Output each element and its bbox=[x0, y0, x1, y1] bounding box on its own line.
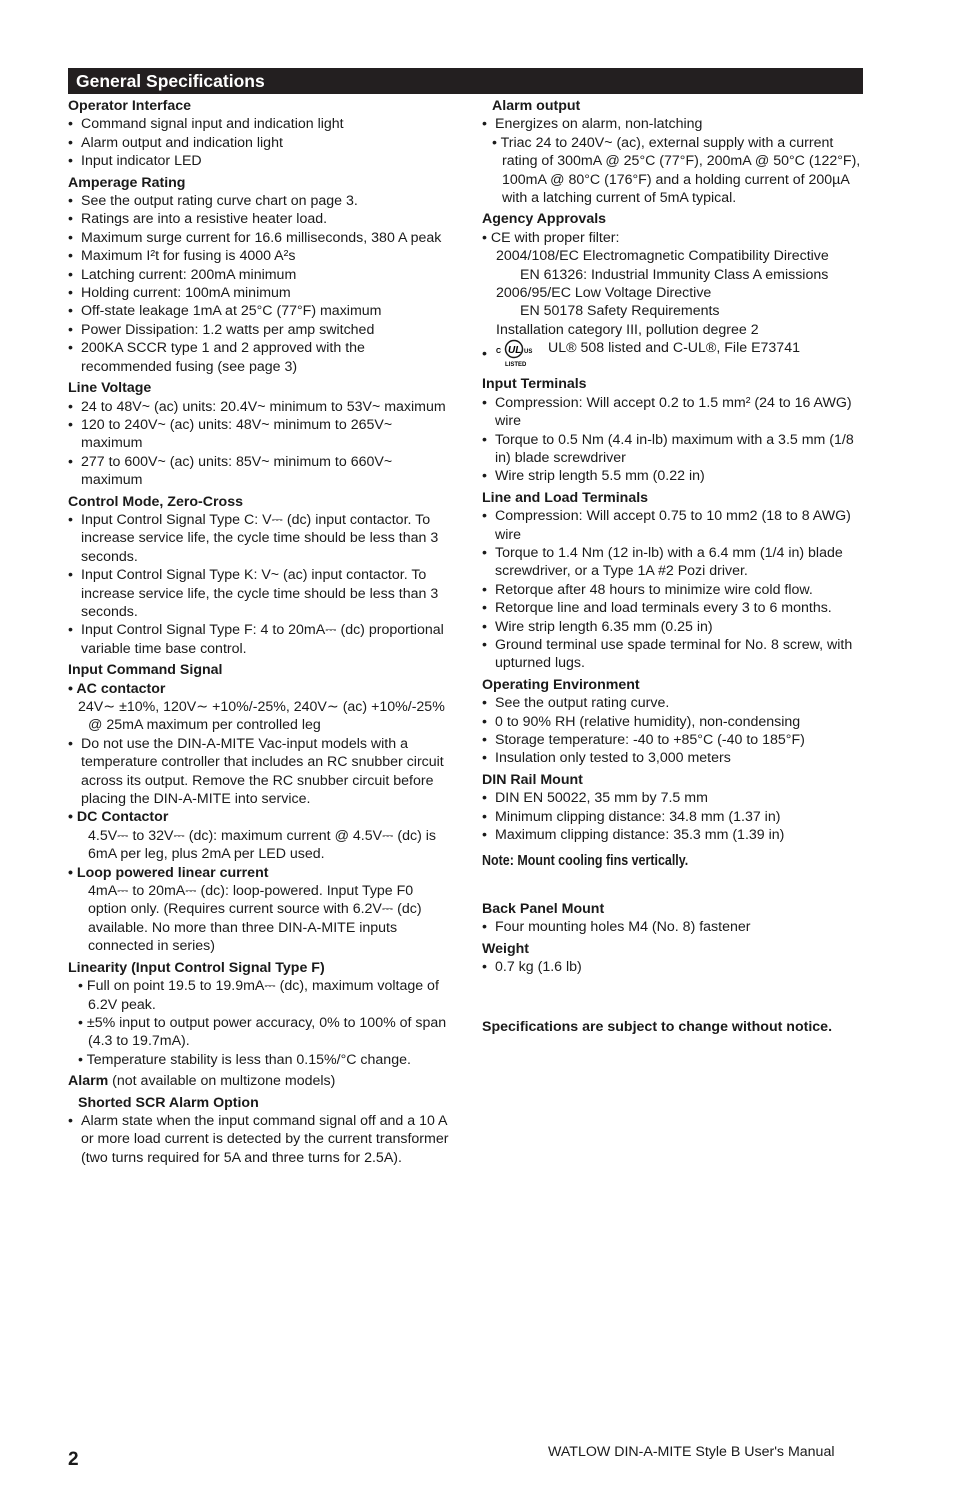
list-item: • 0 to 90% RH (relative humidity), non-condensing bbox=[482, 713, 864, 731]
list-item: • Do not use the DIN-A-MITE Vac-input models with a temperature controller that includes an RC snubber circuit across its output. Remove the RC snubber circuit before placing the DIN-A-MITE into service. bbox=[68, 735, 450, 809]
list-item: • 24 to 48V~ (ac) units: 20.4V~ minimum to 53V~ maximum bbox=[68, 398, 450, 416]
ac-contactor-text: 24V∼ ±10%, 120V∼ +10%/-25%, 240V∼ (ac) +10%/-25% @ 25mA maximum per controlled leg bbox=[78, 699, 445, 734]
agency-approvals-heading: Agency Approvals bbox=[482, 211, 607, 228]
amperage-rating-heading: Amperage Rating bbox=[68, 174, 186, 191]
alarm-note: (not available on multizone models) bbox=[108, 1073, 336, 1090]
ul-logo-listed: LISTED bbox=[504, 362, 527, 369]
alarm-output-heading: Alarm output bbox=[492, 98, 581, 114]
ul-logo-us: US bbox=[523, 349, 533, 356]
list-item: • Ground terminal use spade terminal for No. 8 screw, with upturned lugs. bbox=[482, 636, 864, 673]
list-item: • 277 to 600V~ (ac) units: 85V~ minimum to 660V~ maximum bbox=[68, 453, 450, 490]
list-item: • Maximum I²t for fusing is 4000 A²s bbox=[68, 247, 450, 265]
list-item: • Input indicator LED bbox=[68, 152, 450, 170]
dc-contactor-heading: • DC Contactor bbox=[68, 809, 169, 826]
left-column bbox=[68, 97, 450, 1167]
ul-text: UL® 508 listed and C-UL®, File E73741 bbox=[548, 340, 800, 357]
disclaimer: Specifications are subject to change without notice. bbox=[482, 1019, 833, 1036]
back-panel-heading: Back Panel Mount bbox=[482, 900, 605, 917]
page-number: 2 bbox=[68, 1449, 79, 1470]
emc-standard: EN 61326: Industrial Immunity Class A emissions bbox=[520, 266, 829, 283]
linearity-heading: Linearity (Input Control Signal Type F) bbox=[68, 959, 325, 976]
list-item: • Insulation only tested to 3,000 meters bbox=[482, 749, 864, 767]
list-item: • Off-state leakage 1mA at 25°C (77°F) maximum bbox=[68, 302, 450, 320]
list-item: • Four mounting holes M4 (No. 8) fastener bbox=[482, 918, 864, 936]
list-item: • Torque to 1.4 Nm (12 in-lb) with a 6.4 mm (1/4 in) blade screwdriver, or a Type 1A #2 Pozi driver. bbox=[482, 544, 864, 581]
list-item: • See the output rating curve. bbox=[482, 694, 864, 712]
list-item: • Alarm output and indication light bbox=[68, 134, 450, 152]
dc-contactor-text: 4.5V⎓ to 32V⎓ (dc): maximum current @ 4.5V⎓ (dc) is 6mA per leg, plus 2mA per LED used. bbox=[88, 827, 436, 863]
emc-directive: 2004/108/EC Electromagnetic Compatibility Directive bbox=[496, 248, 829, 265]
line-load-terminals-heading: Line and Load Terminals bbox=[482, 489, 649, 506]
list-item: • Energizes on alarm, non-latching bbox=[482, 115, 864, 133]
lvd-directive: 2006/95/EC Low Voltage Directive bbox=[496, 285, 712, 302]
list-item: • Torque to 0.5 Nm (4.4 in-lb) maximum with a 3.5 mm (1/8 in) blade screwdriver bbox=[482, 431, 864, 468]
list-item: • Storage temperature: -40 to +85°C (-40 to 185°F) bbox=[482, 731, 864, 749]
list-item: • Temperature stability is less than 0.15%/°C change. bbox=[78, 1051, 411, 1068]
list-item: • Compression: Will accept 0.75 to 10 mm2 (18 to 8 AWG) wire bbox=[482, 507, 864, 544]
cooling-fins-note: Note: Mount cooling fins vertically. bbox=[482, 853, 689, 870]
loop-powered-text: 4mA⎓ to 20mA⎓ (dc): loop-powered. Input Type F0 option only. (Requires current source with 6.2V⎓ (dc) available. No more than three DIN-A-MITE inputs connected in series) bbox=[88, 883, 422, 955]
section-title: General Specifications bbox=[68, 68, 863, 94]
loop-powered-heading: • Loop powered linear current bbox=[68, 864, 269, 881]
list-item: • Minimum clipping distance: 34.8 mm (1.37 in) bbox=[482, 808, 864, 826]
list-item: • Maximum clipping distance: 35.3 mm (1.39 in) bbox=[482, 826, 864, 844]
ul-logo-ul: UL bbox=[507, 345, 522, 357]
list-item: • Maximum surge current for 16.6 milliseconds, 380 A peak bbox=[68, 229, 450, 247]
list-item: • Input Control Signal Type C: V⎓ (dc) input contactor. To increase service life, the cycle time should be less than 3 seconds. bbox=[68, 511, 450, 566]
shorted-scr-heading: Shorted SCR Alarm Option bbox=[78, 1094, 259, 1111]
list-item: • Latching current: 200mA minimum bbox=[68, 266, 450, 284]
ul-line bbox=[482, 339, 864, 369]
right-column bbox=[482, 97, 864, 1037]
din-rail-heading: DIN Rail Mount bbox=[482, 771, 583, 788]
list-item: • 200KA SCCR type 1 and 2 approved with the recommended fusing (see page 3) bbox=[68, 339, 450, 376]
ce-line: • CE with proper filter: bbox=[482, 229, 620, 246]
list-item: • Input Control Signal Type K: V~ (ac) input contactor. To increase service life, the cycle time should be less than 3 seconds. bbox=[68, 566, 450, 621]
ac-contactor-heading: • AC contactor bbox=[68, 680, 166, 697]
list-item: • Wire strip length 5.5 mm (0.22 in) bbox=[482, 467, 864, 485]
installation-category: Installation category III, pollution degree 2 bbox=[496, 321, 759, 338]
list-item: • Triac 24 to 240V~ (ac), external supply with a current rating of 300mA @ 25°C (77°F), 200mA @ 50°C (122°F), 100mA @ 80°C (176°F) and a holding current of 200µA with a latching current of 5mA typical. bbox=[492, 134, 861, 207]
list-item: • See the output rating curve chart on page 3. bbox=[68, 192, 450, 210]
list-item: • ±5% input to output power accuracy, 0% to 100% of span (4.3 to 19.7mA). bbox=[78, 1014, 447, 1050]
list-item: • Input Control Signal Type F: 4 to 20mA⎓ (dc) proportional variable time base control. bbox=[68, 621, 450, 658]
ul-listed-logo-icon bbox=[493, 339, 539, 369]
list-item: • DIN EN 50022, 35 mm by 7.5 mm bbox=[482, 789, 864, 807]
alarm-heading: Alarm bbox=[68, 1073, 109, 1090]
manual-title: WATLOW DIN-A-MITE Style B User's Manual bbox=[548, 1444, 835, 1460]
list-item: • 0.7 kg (1.6 lb) bbox=[482, 958, 864, 976]
list-item: • Wire strip length 6.35 mm (0.25 in) bbox=[482, 618, 864, 636]
alarm-line bbox=[68, 1072, 450, 1090]
line-voltage-heading: Line Voltage bbox=[68, 380, 152, 397]
list-item: • Full on point 19.5 to 19.9mA⎓ (dc), maximum voltage of 6.2V peak. bbox=[78, 978, 439, 1013]
ul-logo-c: C bbox=[495, 348, 501, 356]
operating-environment-heading: Operating Environment bbox=[482, 676, 640, 693]
list-item: • 120 to 240V~ (ac) units: 48V~ minimum to 265V~ maximum bbox=[68, 416, 450, 453]
operator-interface-heading: Operator Interface bbox=[68, 98, 191, 114]
bullet: • bbox=[482, 346, 487, 363]
list-item: • Command signal input and indication light bbox=[68, 115, 450, 133]
input-command-signal-heading: Input Command Signal bbox=[68, 662, 223, 679]
control-mode-heading: Control Mode, Zero-Cross bbox=[68, 493, 243, 510]
list-item: • Retorque line and load terminals every 3 to 6 months. bbox=[482, 599, 864, 617]
list-item: • Holding current: 100mA minimum bbox=[68, 284, 450, 302]
list-item: • Alarm state when the input command signal off and a 10 A or more load current is detected by the current transformer (two turns required for 5A and three turns for 2.5A). bbox=[68, 1112, 450, 1167]
list-item: • Compression: Will accept 0.2 to 1.5 mm² (24 to 16 AWG) wire bbox=[482, 394, 864, 431]
input-terminals-heading: Input Terminals bbox=[482, 376, 587, 393]
weight-heading: Weight bbox=[482, 940, 530, 957]
lvd-standard: EN 50178 Safety Requirements bbox=[520, 303, 720, 320]
list-item: • Ratings are into a resistive heater load. bbox=[68, 210, 450, 228]
list-item: • Retorque after 48 hours to minimize wire cold flow. bbox=[482, 581, 864, 599]
list-item: • Power Dissipation: 1.2 watts per amp switched bbox=[68, 321, 450, 339]
